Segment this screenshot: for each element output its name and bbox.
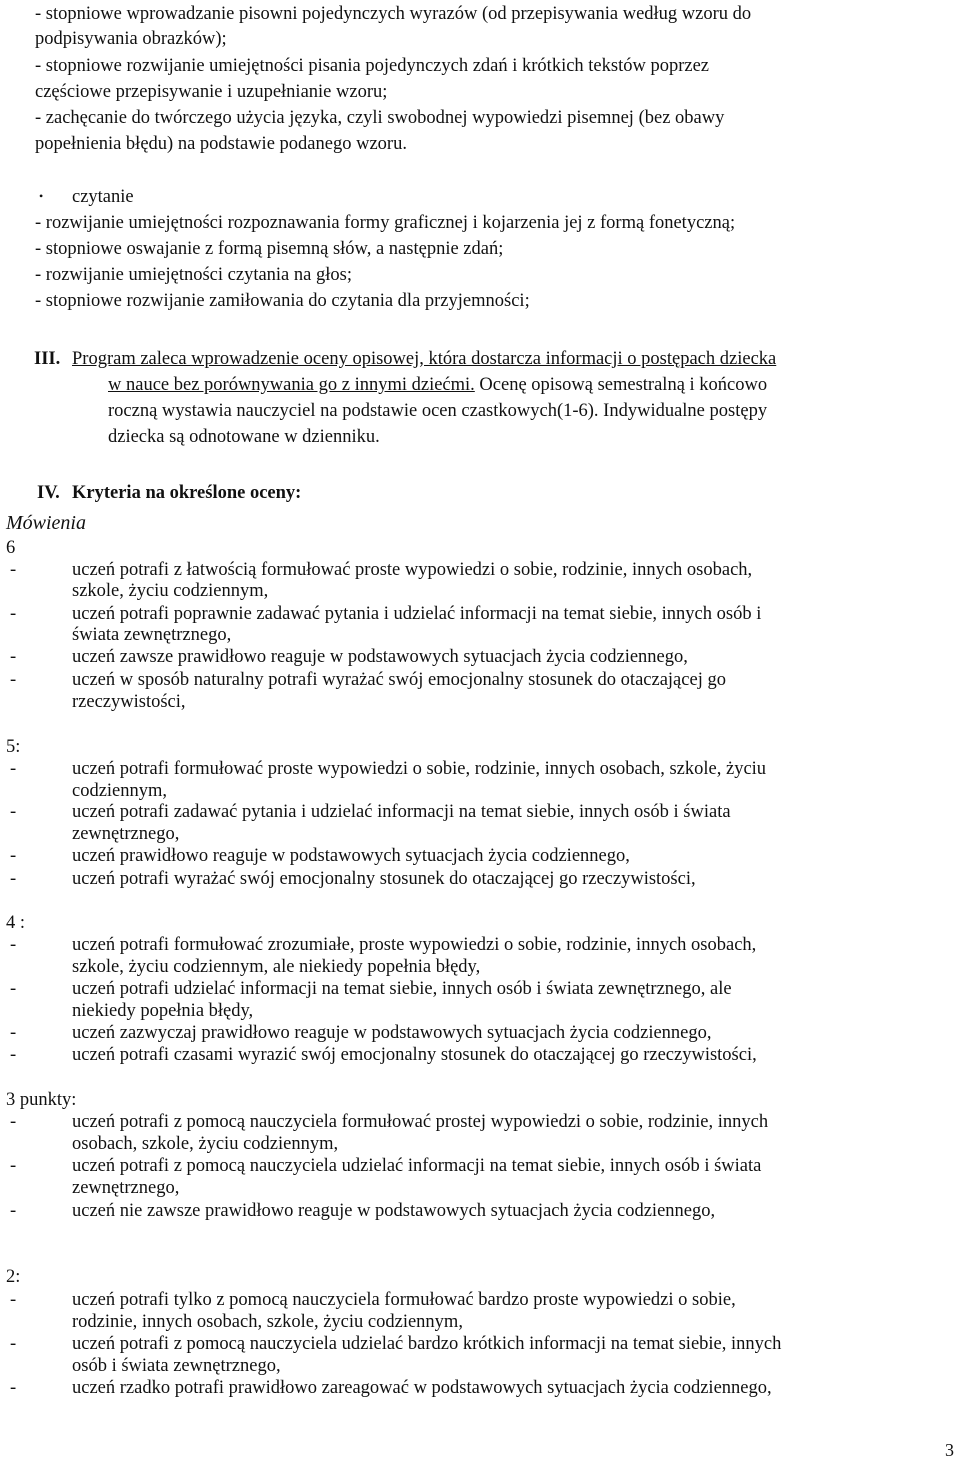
criteria-line: uczeń potrafi formułować zrozumiałe, proste wypowiedzi o sobie, rodzinie, innych osobach, — [72, 935, 757, 955]
criteria-line: uczeń potrafi z pomocą nauczyciela udzielać bardzo krótkich informacji na temat siebie, innych — [72, 1334, 782, 1354]
criteria-line: uczeń potrafi wyrażać swój emocjonalny stosunek do otaczającej go rzeczywistości, — [72, 869, 696, 889]
intro-line: podpisywania obrazków); — [35, 29, 227, 49]
criteria-line: uczeń potrafi czasami wyrazić swój emocjonalny stosunek do otaczającej go rzeczywistości, — [72, 1045, 757, 1065]
criteria-line: uczeń prawidłowo reaguje w podstawowych sytuacjach życia codziennego, — [72, 846, 630, 866]
dash: - — [10, 1045, 17, 1065]
dash: - — [10, 759, 17, 779]
dash: - — [10, 1112, 17, 1132]
criteria-line: uczeń potrafi udzielać informacji na temat siebie, innych osób i świata zewnętrznego, ale — [72, 979, 732, 999]
intro-line: popełnienia błędu) na podstawie podanego wzoru. — [35, 134, 407, 154]
intro-line: - stopniowe rozwijanie umiejętności pisania pojedynczych zdań i krótkich tekstów poprzez — [35, 56, 710, 76]
dash: - — [10, 1334, 17, 1354]
dash: - — [10, 869, 17, 889]
dash: - — [10, 802, 17, 822]
criteria-line: uczeń potrafi formułować proste wypowiedzi o sobie, rodzinie, innych osobach, szkole, życiu — [72, 759, 767, 779]
criteria-line: uczeń potrafi zadawać pytania i udzielać informacji na temat siebie, innych osób i świata — [72, 802, 731, 822]
speaking-title: Mówienia — [6, 512, 86, 534]
criteria-line: uczeń zazwyczaj prawidłowo reaguje w podstawowych sytuacjach życia codziennego, — [72, 1023, 712, 1043]
section3-line: roczną wystawia nauczyciel na podstawie ocen czastkowych(1-6). Indywidualne postępy — [108, 401, 768, 421]
dash: - — [10, 979, 17, 999]
grade-label: 6 — [6, 538, 16, 558]
dash: - — [10, 670, 17, 690]
dash: - — [10, 935, 17, 955]
criteria-line: szkole, życiu codziennym, ale niekiedy popełnia błędy, — [72, 957, 481, 977]
reading-title: czytanie — [72, 187, 134, 207]
grade-label: 4 : — [6, 913, 26, 933]
intro-line: - zachęcanie do twórczego użycia języka, czyli swobodnej wypowiedzi pisemnej (bez obawy — [35, 108, 725, 128]
criteria-line: uczeń zawsze prawidłowo reaguje w podstawowych sytuacjach życia codziennego, — [72, 647, 688, 667]
dash: - — [10, 560, 17, 580]
criteria-line: uczeń rzadko potrafi prawidłowo zareagować w podstawowych sytuacjach życia codziennego, — [72, 1378, 772, 1398]
dash: - — [10, 1023, 17, 1043]
criteria-line: uczeń potrafi poprawnie zadawać pytania i udzielać informacji na temat siebie, innych osób i — [72, 604, 762, 624]
criteria-line: uczeń nie zawsze prawidłowo reaguje w podstawowych sytuacjach życia codziennego, — [72, 1201, 716, 1221]
dash: - — [10, 604, 17, 624]
dash: - — [10, 846, 17, 866]
criteria-line: uczeń potrafi tylko z pomocą nauczyciela formułować bardzo proste wypowiedzi o sobie, — [72, 1290, 736, 1310]
dash: - — [10, 1156, 17, 1176]
grade-label: 5: — [6, 737, 21, 757]
criteria-line: osobach, szkole, życiu codziennym, — [72, 1134, 339, 1154]
section-number: IV. — [37, 483, 60, 503]
section-title: Kryteria na określone oceny: — [72, 483, 302, 503]
criteria-line: rzeczywistości, — [72, 692, 186, 712]
dash: - — [10, 1378, 17, 1398]
criteria-line: świata zewnętrznego, — [72, 625, 232, 645]
grade-label: 2: — [6, 1267, 21, 1287]
section3-line: dziecka są odnotowane w dzienniku. — [108, 427, 380, 447]
section-number: III. — [34, 349, 61, 369]
reading-line: - rozwijanie umiejętności rozpoznawania formy graficznej i kojarzenia jej z formą fonetyczną; — [35, 213, 736, 233]
criteria-line: uczeń potrafi z łatwością formułować proste wypowiedzi o sobie, rodzinie, innych osobach, — [72, 560, 753, 580]
criteria-line: zewnętrznego, — [72, 824, 180, 844]
criteria-line: codziennym, — [72, 781, 168, 801]
reading-line: - rozwijanie umiejętności czytania na głos; — [35, 265, 352, 285]
criteria-line: niekiedy popełnia błędy, — [72, 1001, 254, 1021]
reading-line: - stopniowe rozwijanie zamiłowania do czytania dla przyjemności; — [35, 291, 530, 311]
intro-line: częściowe przepisywanie i uzupełnianie wzoru; — [35, 82, 388, 102]
dash: - — [10, 1290, 17, 1310]
criteria-line: szkole, życiu codziennym, — [72, 581, 269, 601]
dash: - — [10, 1201, 17, 1221]
criteria-line: rodzinie, innych osobach, szkole, życiu codziennym, — [72, 1312, 463, 1332]
criteria-line: osób i świata zewnętrznego, — [72, 1356, 281, 1376]
page-number: 3 — [945, 1440, 954, 1460]
criteria-line: uczeń potrafi z pomocą nauczyciela formułować prostej wypowiedzi o sobie, rodzinie, innych — [72, 1112, 769, 1132]
section3-line: w nauce bez porównywania go z innymi dziećmi. Ocenę opisową semestralną i końcowo — [108, 375, 768, 395]
bullet-icon: • — [39, 189, 44, 203]
criteria-line: uczeń potrafi z pomocą nauczyciela udzielać informacji na temat siebie, innych osób i świata — [72, 1156, 762, 1176]
section3-line: Program zaleca wprowadzenie oceny opisowej, która dostarcza informacji o postępach dziecka — [72, 349, 777, 369]
intro-line: - stopniowe wprowadzanie pisowni pojedynczych wyrazów (od przepisywania według wzoru do — [35, 4, 752, 24]
criteria-line: zewnętrznego, — [72, 1178, 180, 1198]
dash: - — [10, 647, 17, 667]
reading-line: - stopniowe oswajanie z formą pisemną słów, a następnie zdań; — [35, 239, 504, 259]
grade-label: 3 punkty: — [6, 1090, 77, 1110]
criteria-line: uczeń w sposób naturalny potrafi wyrażać swój emocjonalny stosunek do otaczającej go — [72, 670, 726, 690]
